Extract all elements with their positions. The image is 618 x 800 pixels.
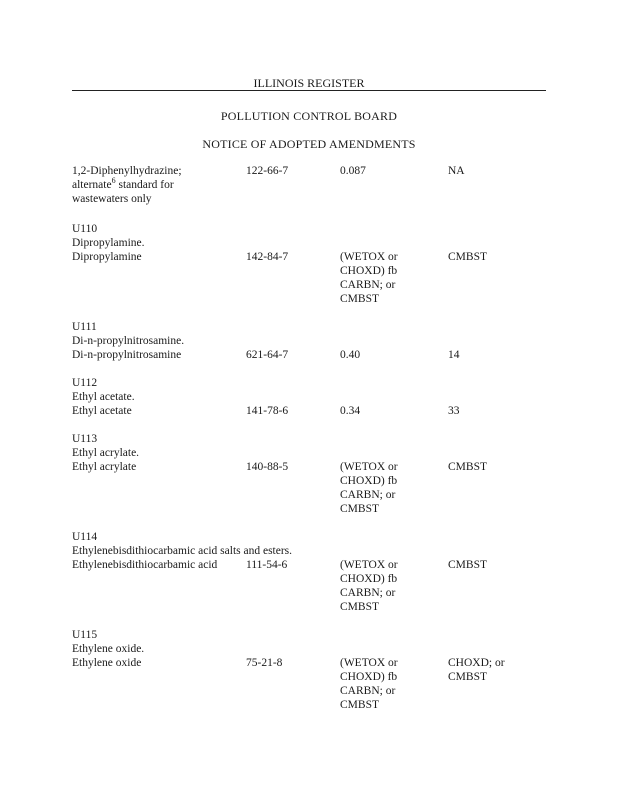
waste-code: U114 bbox=[72, 531, 98, 543]
waste-description: Ethyl acetate. bbox=[72, 391, 135, 403]
cas-number: 111-54-6 bbox=[246, 559, 288, 571]
table-entry-diphenylhydrazine bbox=[72, 164, 552, 206]
wastewater-standard: (WETOX or CHOXD) fb CARBN; or CMBST bbox=[340, 251, 398, 305]
waste-code: U111 bbox=[72, 321, 97, 333]
waste-code: U110 bbox=[72, 223, 98, 235]
cas-number: 140-88-5 bbox=[246, 461, 289, 473]
constituent-note-cont: wastewaters only bbox=[72, 193, 152, 205]
wastewater-standard: (WETOX or CHOXD) fb CARBN; or CMBST bbox=[340, 461, 398, 515]
constituent-note: alternate$^6$ standard for bbox=[72, 176, 174, 191]
table-entry bbox=[72, 432, 552, 516]
waste-description: Ethyl acrylate. bbox=[72, 447, 140, 459]
header-rule bbox=[72, 90, 546, 91]
wastewater-standard: 0.087 bbox=[340, 165, 366, 177]
waste-code: U115 bbox=[72, 629, 98, 641]
cas-number: 621-64-7 bbox=[246, 349, 289, 361]
nonwastewater-standard: CMBST bbox=[448, 559, 487, 571]
constituent-name: Ethyl acrylate bbox=[72, 461, 137, 473]
cas-number: 122-66-7 bbox=[246, 165, 289, 177]
table-entry bbox=[72, 222, 552, 306]
waste-code: U113 bbox=[72, 433, 98, 445]
nonwastewater-standard: 33 bbox=[448, 405, 460, 417]
waste-table bbox=[72, 164, 552, 726]
table-entry bbox=[72, 530, 552, 614]
waste-description: Dipropylamine. bbox=[72, 237, 145, 249]
table-entry bbox=[72, 320, 552, 362]
register-header: ILLINOIS REGISTER bbox=[253, 76, 365, 90]
cas-number: 142-84-7 bbox=[246, 251, 289, 263]
wastewater-standard: (WETOX or CHOXD) fb CARBN; or CMBST bbox=[340, 657, 398, 711]
footnote-marker: 6 bbox=[111, 176, 116, 186]
cas-number: 141-78-6 bbox=[246, 405, 289, 417]
wastewater-standard: (WETOX or CHOXD) fb CARBN; or CMBST bbox=[340, 559, 398, 613]
nonwastewater-standard: 14 bbox=[448, 349, 460, 361]
nonwastewater-standard: CMBST bbox=[448, 251, 487, 263]
wastewater-standard: 0.40 bbox=[340, 349, 361, 361]
waste-description: Di-n-propylnitrosamine. bbox=[72, 335, 185, 347]
constituent-name: Di-n-propylnitrosamine bbox=[72, 349, 182, 361]
nonwastewater-standard: NA bbox=[448, 165, 465, 177]
wastewater-standard: 0.34 bbox=[340, 405, 361, 417]
table-entry bbox=[72, 628, 552, 712]
board-title: POLLUTION CONTROL BOARD bbox=[220, 109, 398, 123]
constituent-name: Ethylenebisdithiocarbamic acid bbox=[72, 559, 218, 571]
cas-number: 75-21-8 bbox=[246, 657, 283, 669]
table-entry bbox=[72, 376, 552, 418]
constituent-name: Ethylene oxide bbox=[72, 657, 142, 669]
constituent-name: Ethyl acetate bbox=[72, 405, 132, 417]
nonwastewater-standard: CMBST bbox=[448, 461, 487, 473]
waste-description: Ethylenebisdithiocarbamic acid salts and esters. bbox=[72, 545, 293, 557]
notice-title: NOTICE OF ADOPTED AMENDMENTS bbox=[202, 137, 416, 151]
constituent-name: Dipropylamine bbox=[72, 251, 142, 263]
constituent-name: 1,2-Diphenylhydrazine; bbox=[72, 165, 182, 177]
nonwastewater-standard: CHOXD; or CMBST bbox=[448, 657, 505, 683]
waste-description: Ethylene oxide. bbox=[72, 643, 145, 655]
waste-code: U112 bbox=[72, 377, 98, 389]
